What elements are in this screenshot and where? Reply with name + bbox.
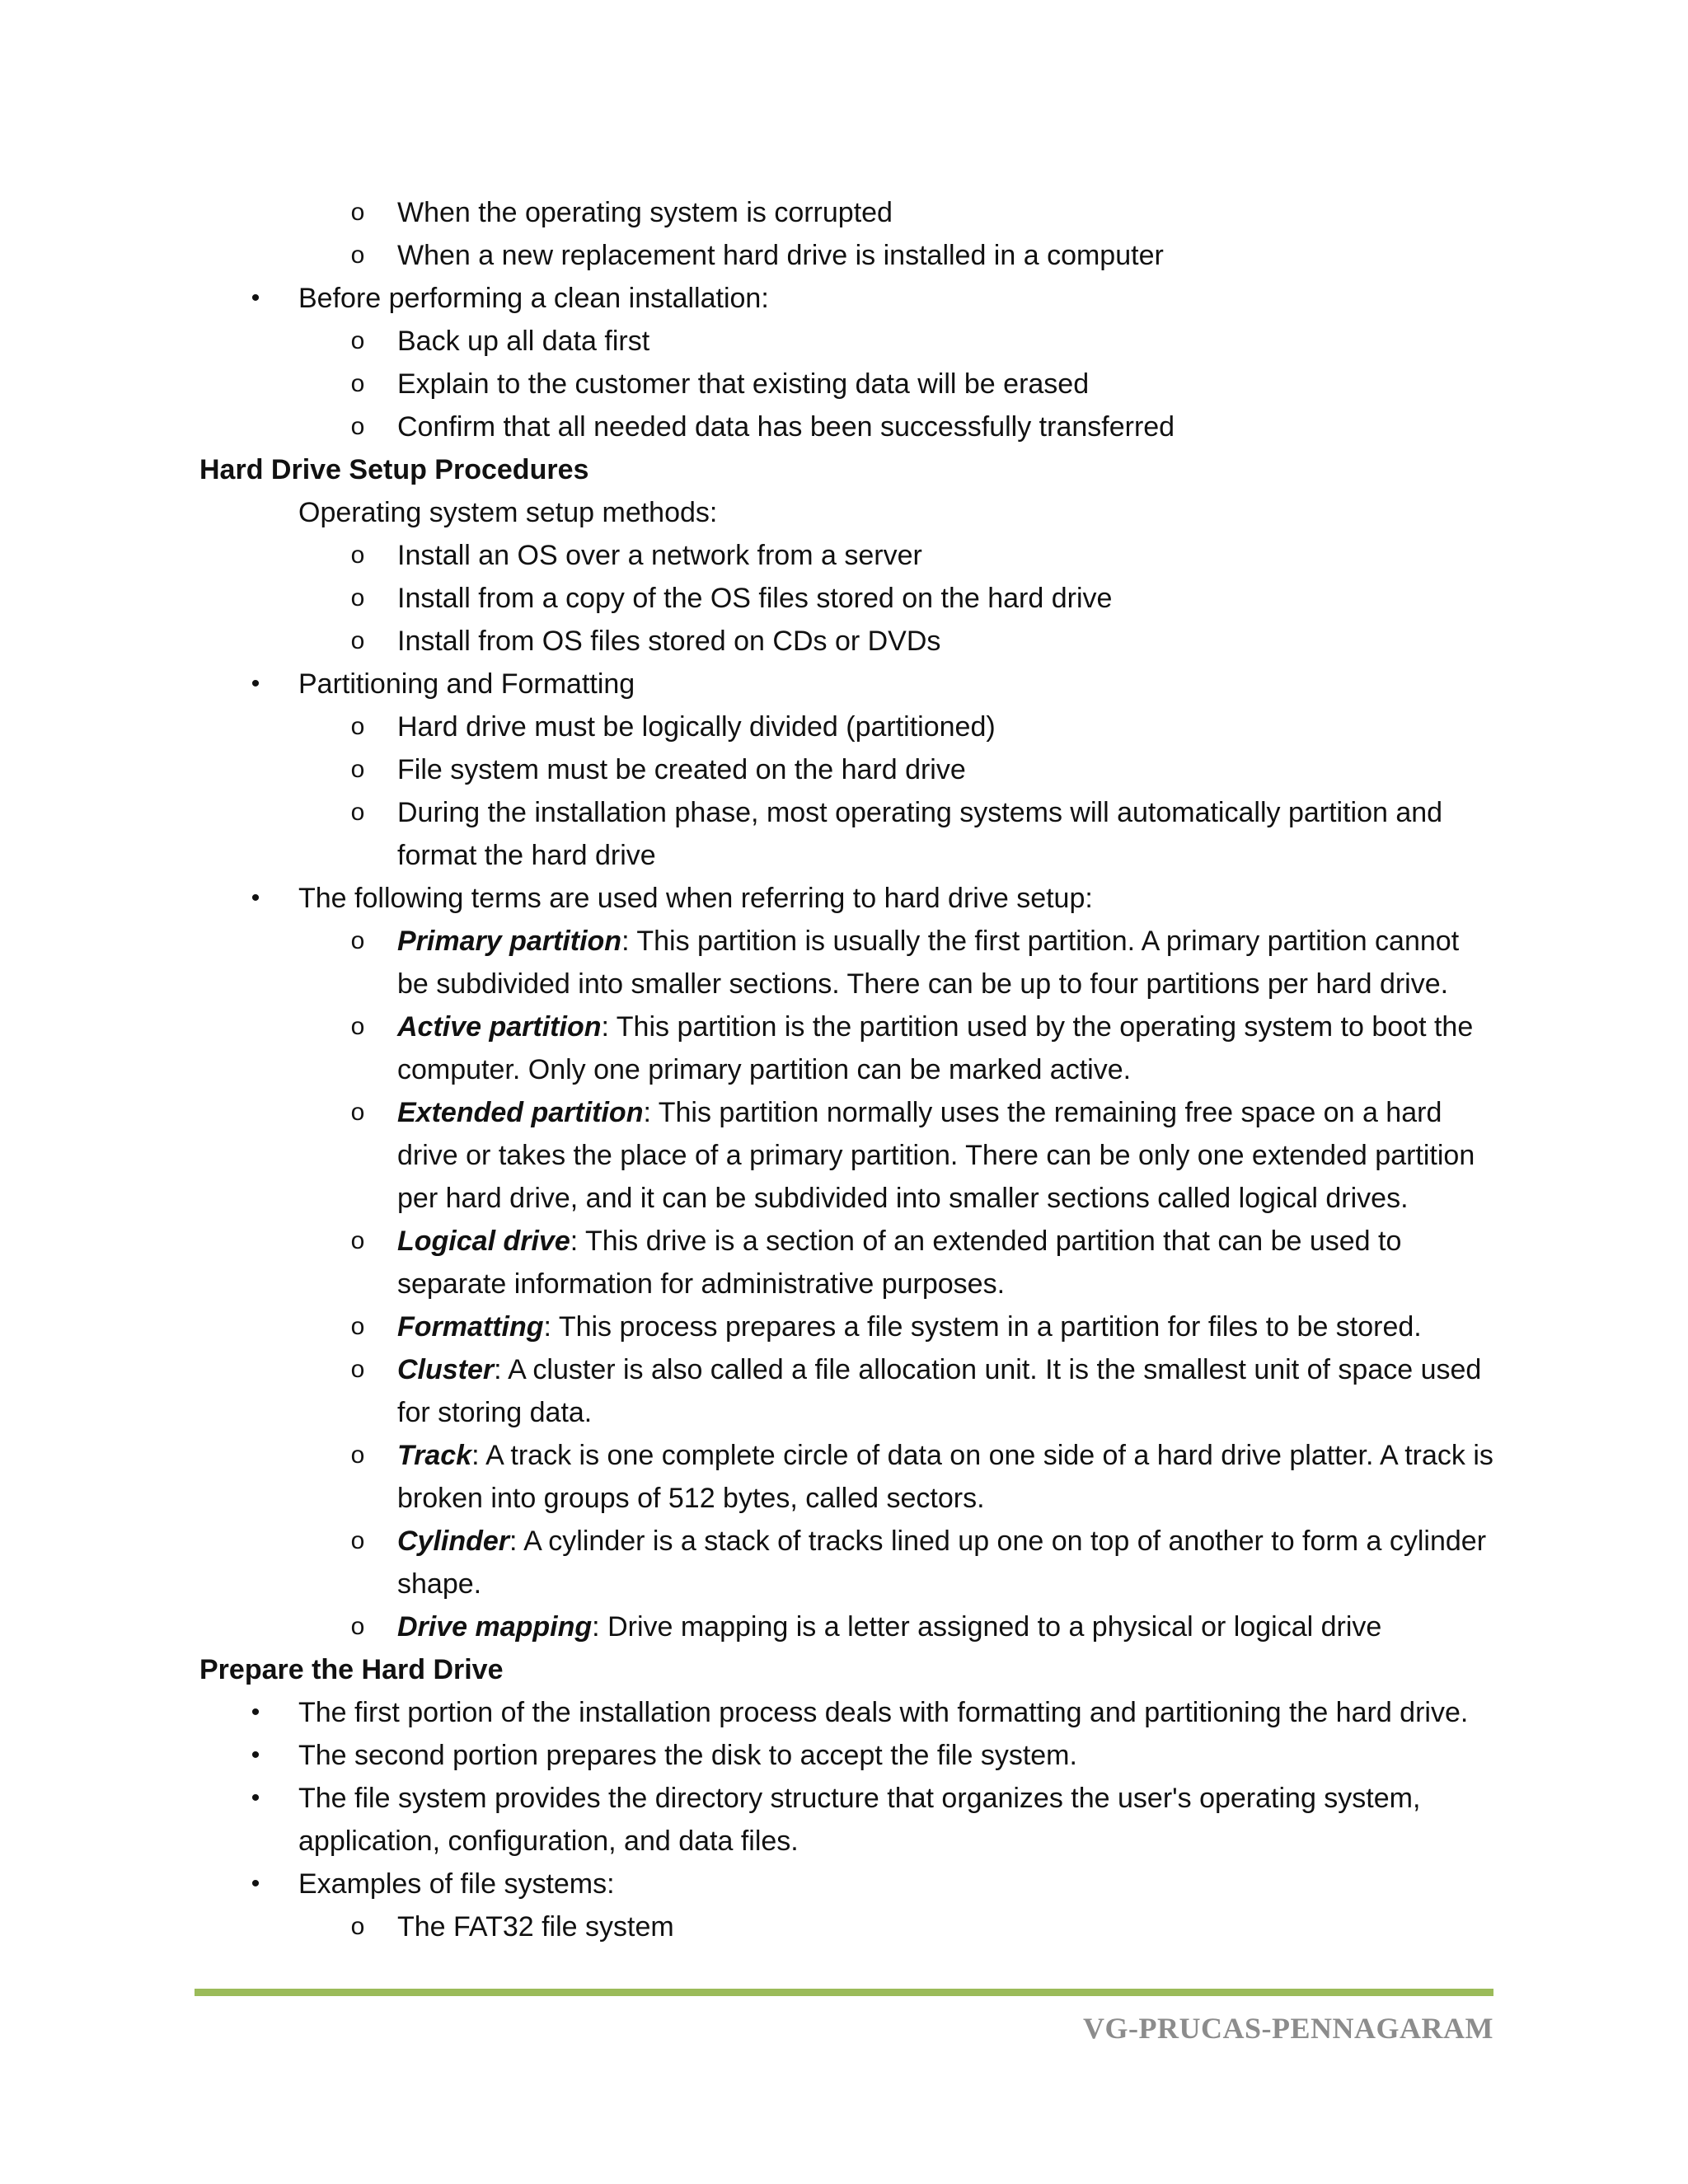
hollow-bullet-icon: o bbox=[350, 627, 365, 654]
term-definition-continuation: shape. bbox=[397, 1568, 482, 1600]
list-item bbox=[0, 1777, 1688, 1820]
hollow-bullet-icon: o bbox=[350, 199, 365, 226]
list-item-text: Hard drive must be logically divided (partitioned) bbox=[397, 711, 996, 743]
section-heading-prepare-hard-drive: Prepare the Hard Drive bbox=[199, 1654, 504, 1685]
list-item bbox=[0, 1691, 1688, 1734]
term-definition: : A track is one complete circle of data on one side of a hard drive platter. A track is bbox=[471, 1440, 1493, 1471]
term-label: Active partition bbox=[397, 1011, 602, 1043]
hollow-bullet-icon: o bbox=[350, 1527, 365, 1554]
document-body bbox=[0, 191, 1688, 1948]
term-label: Cylinder bbox=[397, 1526, 510, 1557]
hollow-bullet-icon: o bbox=[350, 413, 365, 440]
list-item bbox=[0, 877, 1688, 920]
term-item-extended-partition bbox=[0, 1091, 1688, 1134]
list-item-text: Examples of file systems: bbox=[298, 1868, 615, 1900]
term-definition: : This partition normally uses the remaining free space on a hard bbox=[643, 1097, 1442, 1128]
hollow-bullet-icon: o bbox=[350, 241, 365, 269]
bullet-icon: • bbox=[251, 1741, 260, 1769]
term-definition: : Drive mapping is a letter assigned to a physical or logical drive bbox=[592, 1611, 1382, 1643]
hollow-bullet-icon: o bbox=[350, 1013, 365, 1040]
list-item-text: The first portion of the installation process deals with formatting and partitioning the hard drive. bbox=[298, 1697, 1469, 1728]
list-item bbox=[0, 748, 1688, 791]
bullet-icon: • bbox=[251, 1784, 260, 1811]
term-label: Primary partition bbox=[397, 926, 622, 957]
hollow-bullet-icon: o bbox=[350, 370, 365, 397]
term-item-active-partition bbox=[0, 1005, 1688, 1048]
term-item-cylinder bbox=[0, 1520, 1688, 1563]
section-heading-hard-drive-setup: Hard Drive Setup Procedures bbox=[199, 454, 589, 485]
term-label: Cluster bbox=[397, 1354, 495, 1385]
hollow-bullet-icon: o bbox=[350, 756, 365, 783]
hollow-bullet-icon: o bbox=[350, 1227, 365, 1254]
hollow-bullet-icon: o bbox=[350, 541, 365, 569]
bullet-icon: • bbox=[251, 1699, 260, 1726]
term-definition-continuation: be subdivided into smaller sections. There can be up to four partitions per hard drive. bbox=[397, 968, 1449, 1000]
list-item bbox=[0, 1905, 1688, 1948]
list-item bbox=[0, 191, 1688, 234]
list-item bbox=[0, 791, 1688, 834]
list-item-continuation: application, configuration, and data files. bbox=[298, 1825, 799, 1857]
term-label: Formatting bbox=[397, 1311, 544, 1343]
term-label: Extended partition bbox=[397, 1097, 644, 1128]
term-item-formatting bbox=[0, 1305, 1688, 1348]
hollow-bullet-icon: o bbox=[350, 1441, 365, 1469]
list-item-text: The following terms are used when referring to hard drive setup: bbox=[298, 883, 1093, 914]
list-item-text: The FAT32 file system bbox=[397, 1911, 674, 1943]
bullet-icon: • bbox=[251, 884, 260, 912]
term-label: Logical drive bbox=[397, 1226, 570, 1257]
hollow-bullet-icon: o bbox=[350, 927, 365, 954]
term-definition-continuation: broken into groups of 512 bytes, called sectors. bbox=[397, 1483, 985, 1514]
list-item-text: When the operating system is corrupted bbox=[397, 197, 893, 228]
list-item-text: File system must be created on the hard drive bbox=[397, 754, 966, 785]
hollow-bullet-icon: o bbox=[350, 1613, 365, 1640]
term-item-logical-drive bbox=[0, 1220, 1688, 1263]
list-item bbox=[0, 277, 1688, 320]
list-item-text: Install from a copy of the OS files stored on the hard drive bbox=[397, 583, 1113, 614]
list-item-text: Back up all data first bbox=[397, 326, 650, 357]
term-item-drive-mapping bbox=[0, 1605, 1688, 1648]
term-item-track bbox=[0, 1434, 1688, 1477]
term-item-primary-partition bbox=[0, 920, 1688, 963]
list-item bbox=[0, 234, 1688, 277]
term-definition: : This partition is the partition used by the operating system to boot the bbox=[601, 1011, 1474, 1043]
list-item-text: Before performing a clean installation: bbox=[298, 283, 769, 314]
list-item-text: Explain to the customer that existing data will be erased bbox=[397, 368, 1090, 400]
list-item bbox=[0, 1863, 1688, 1905]
term-definition-continuation: per hard drive, and it can be subdivided into smaller sections called logical drives. bbox=[397, 1183, 1409, 1214]
term-definition: : This drive is a section of an extended partition that can be used to bbox=[570, 1226, 1402, 1257]
term-definition-continuation: separate information for administrative purposes. bbox=[397, 1268, 1006, 1300]
list-item bbox=[0, 705, 1688, 748]
list-item-text: During the installation phase, most operating systems will automatically partition and bbox=[397, 797, 1443, 828]
hollow-bullet-icon: o bbox=[350, 1313, 365, 1340]
hollow-bullet-icon: o bbox=[350, 1913, 365, 1940]
list-item bbox=[0, 577, 1688, 620]
term-label: Drive mapping bbox=[397, 1611, 593, 1643]
hollow-bullet-icon: o bbox=[350, 713, 365, 740]
list-item-continuation: format the hard drive bbox=[397, 840, 656, 871]
list-item bbox=[0, 1734, 1688, 1777]
list-item bbox=[0, 363, 1688, 405]
bullet-icon: • bbox=[251, 1870, 260, 1897]
bullet-icon: • bbox=[251, 284, 260, 312]
term-definition-continuation: drive or takes the place of a primary partition. There can be only one extended partition bbox=[397, 1140, 1475, 1171]
term-definition-continuation: computer. Only one primary partition can be marked active. bbox=[397, 1054, 1132, 1085]
list-item-text: Install from OS files stored on CDs or DVDs bbox=[397, 626, 941, 657]
list-item-text: The file system provides the directory structure that organizes the user's operating system, bbox=[298, 1783, 1421, 1814]
footer-label: VG-PRUCAS-PENNAGARAM bbox=[1083, 2012, 1493, 2045]
list-item-text: When a new replacement hard drive is installed in a computer bbox=[397, 240, 1164, 271]
list-item bbox=[0, 663, 1688, 705]
list-item-text: Install an OS over a network from a server bbox=[397, 540, 922, 571]
hollow-bullet-icon: o bbox=[350, 1356, 365, 1383]
term-definition: : A cylinder is a stack of tracks lined up one on top of another to form a cylinder bbox=[509, 1526, 1487, 1557]
hollow-bullet-icon: o bbox=[350, 799, 365, 826]
term-definition: : This partition is usually the first partition. A primary partition cannot bbox=[621, 926, 1460, 957]
list-item bbox=[0, 405, 1688, 448]
term-definition: : A cluster is also called a file allocation unit. It is the smallest unit of space used bbox=[494, 1354, 1482, 1385]
setup-methods-intro: Operating system setup methods: bbox=[298, 497, 718, 528]
bullet-icon: • bbox=[251, 670, 260, 697]
term-definition-continuation: for storing data. bbox=[397, 1397, 593, 1428]
list-item bbox=[0, 320, 1688, 363]
hollow-bullet-icon: o bbox=[350, 584, 365, 612]
list-item-text: The second portion prepares the disk to accept the file system. bbox=[298, 1740, 1077, 1771]
hollow-bullet-icon: o bbox=[350, 327, 365, 354]
term-definition: : This process prepares a file system in a partition for files to be stored. bbox=[543, 1311, 1422, 1343]
footer-divider bbox=[195, 1989, 1493, 1996]
list-item bbox=[0, 534, 1688, 577]
list-item bbox=[0, 620, 1688, 663]
term-label: Track bbox=[397, 1440, 472, 1471]
hollow-bullet-icon: o bbox=[350, 1099, 365, 1126]
list-item-text: Confirm that all needed data has been successfully transferred bbox=[397, 411, 1175, 443]
term-item-cluster bbox=[0, 1348, 1688, 1391]
list-item-text: Partitioning and Formatting bbox=[298, 668, 635, 700]
